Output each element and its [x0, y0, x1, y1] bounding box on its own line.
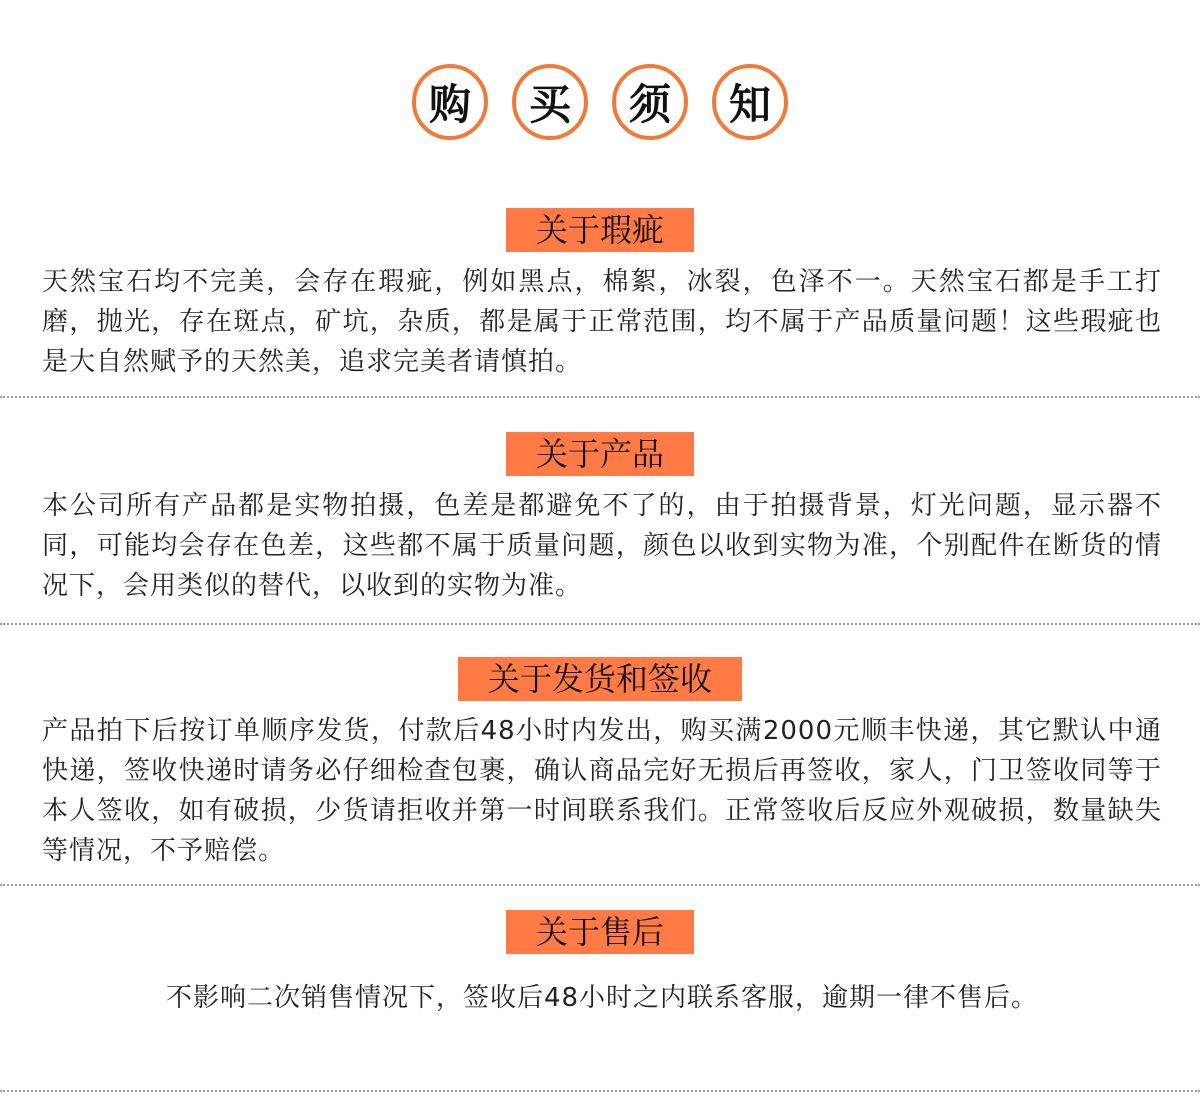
section-heading: 关于产品	[506, 432, 694, 476]
heading-wrap	[0, 432, 1200, 476]
heading-wrap	[0, 208, 1200, 252]
section-heading: 关于发货和签收	[458, 657, 742, 701]
heading-wrap	[0, 657, 1200, 701]
section-flaws	[0, 208, 1200, 382]
section-body: 本公司所有产品都是实物拍摄，色差是都避免不了的，由于拍摄背景，灯光问题，显示器不同，可能均会存在色差，这些都不属于质量问题，颜色以收到实物为准，个别配件在断货的情况下，会用类似的替代，以收到的实物为准。	[42, 491, 1162, 601]
title-char-circle: 买	[512, 64, 588, 140]
dotted-divider	[0, 396, 1200, 398]
section-after-sales	[0, 910, 1200, 1018]
section-heading: 关于售后	[506, 910, 694, 954]
section-shipping	[0, 657, 1200, 871]
section-body: 产品拍下后按订单顺序发货，付款后48小时内发出，购买满2000元顺丰快递，其它默认中通快递，签收快递时请务必仔细检查包裹，确认商品完好无损后再签收，家人，门卫签收同等于本人签收，如有破损，少货请拒收并第一时间联系我们。正常签收后反应外观破损，数量缺失等情况，不予赔偿。	[42, 716, 1162, 866]
heading-wrap	[0, 910, 1200, 954]
title-char-circle: 须	[612, 64, 688, 140]
section-body: 天然宝石均不完美，会存在瑕疵，例如黑点，棉絮，冰裂，色泽不一。天然宝石都是手工打磨，抛光，存在斑点，矿坑，杂质，都是属于正常范围，均不属于产品质量问题！这些瑕疵也是大自然赋予的天然美，追求完美者请慎拍。	[42, 267, 1162, 377]
dotted-divider	[0, 623, 1200, 625]
section-heading: 关于瑕疵	[506, 208, 694, 252]
dotted-divider	[0, 884, 1200, 886]
section-body: 不影响二次销售情况下，签收后48小时之内联系客服，逾期一律不售后。	[165, 983, 1039, 1013]
page-title	[0, 64, 1200, 140]
title-char-circle: 购	[412, 64, 488, 140]
dotted-divider	[0, 1090, 1200, 1092]
section-product	[0, 432, 1200, 606]
title-char-circle: 知	[712, 64, 788, 140]
